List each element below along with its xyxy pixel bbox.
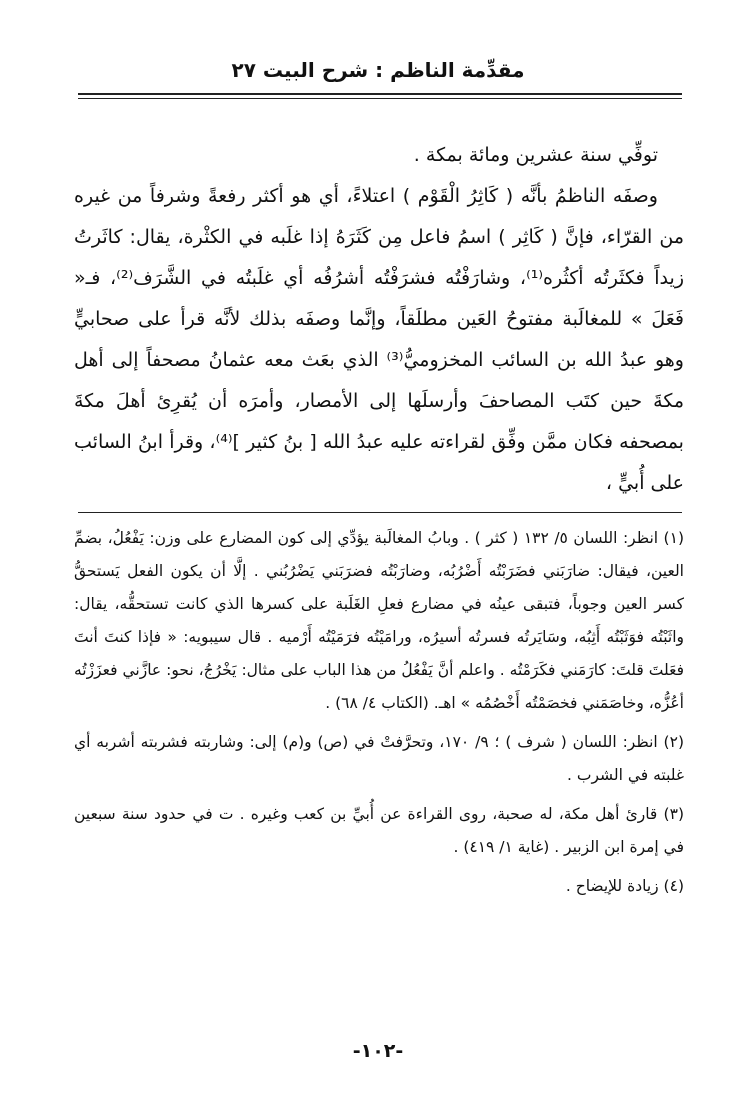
- header-rule-thin: [78, 98, 682, 99]
- footnotes: [74, 522, 684, 909]
- header-rule: [78, 93, 682, 95]
- paragraph: توفِّي سنة عشرين ومائة بمكة .: [413, 144, 658, 166]
- paragraph: وصفَه الناظمُ بأنَّه ( كَاثِرُ الْقَوْم ) اعتلاءً، أي هو أكثر رفعةً وشرفاً من غيره من القرّاء، فإنَّ ( كَاثِر ) اسمُ فاعل مِن كَثَرَهُ إذا غلَبه في الكثْرة، يقال: كاثَرتُ زيداً فكثَرتُه أكثُره⁽¹⁾، وشارَفْتُه فشرَفْتُه أشرُفُه أي غلَبتُه في الشَّرَف⁽²⁾، فـ« فَعَلَ » للمغالَبة مفتوحُ العَين مطلَقاً، وإنَّما وصفَه بذلك لأنَّه قرأ على صحابيٍّ وهو عبدُ الله بن السائب المخزوميُّ⁽³⁾ الذي بعَث معه عثمانُ مصحفاً إلى أهل مكةَ حين كتَب المصاحفَ وأرسلَها إلى الأمصار، وأمرَه أن يُقرِئ أهلَ مكةَ بمصحفه فكان ممَّن وفِّق لقراءته عليه عبدُ الله [ بنُ كثير ]⁽⁴⁾، وقرأ ابنُ السائب على أُبيٍّ ،: [74, 185, 684, 494]
- footnote-4: (٤) زيادة للإيضاح .: [565, 877, 684, 895]
- footnote-3: (٣) قارئ أهل مكة، له صحبة، روى القراءة عن أُبيِّ بن كعب وغيره . ت في حدود سنة سبعين في إمرة ابن الزبير . (غاية ١/ ٤١٩) .: [74, 805, 684, 856]
- footnote-separator: [78, 512, 682, 513]
- footnote-2: (٢) انظر: اللسان ( شرف ) ؛ ٩/ ١٧٠، وتحرَّفتْ في (ص) و(م) إلى: وشاربته فشربته أشربه أي غلبته في الشرب .: [74, 733, 684, 784]
- page-number: -١٠٢-: [352, 1040, 404, 1062]
- footnote-1: (١) انظر: اللسان ٥/ ١٣٢ ( كثر ) . وبابُ المغالَبة يؤدِّي إلى كون المضارع على وزن: يَفْعُلُ، بضمِّ العين، فيقال: ضارَبَني فضَرَبْتُه أَضْرُبُه، وضارَبْتُه فضرَبَني يَضْرُبُني . إلَّا أن يكون الفعل يَستحقُّ كسر العين وجوباً، فتبقى عينُه في مضارع فعلِ الغَلَبة على كسرها الذي كانت تستحقُّه، يقال: واثَبْتُه فوَثَبْتُه أَثِبُه، وسَايَرتُه فسرتُه أسيرُه، ورامَيْتُه فرَمَيْتُه أَرْميه . قال سيبويه: « فإذا كنتَ أنتَ فعَلتَ قلتَ: كارَمَني فكَرَمْتُه . واعلم أنَّ يَفْعُلُ من هذا الباب على مثال: يَخْرُجُ، نحو: عازَّني فعزَزْتُه أعُزُّه، وخاصَمَني فخصَمْتُه أَخْصُمُه » اهـ. (الكتاب ٤/ ٦٨) .: [74, 529, 684, 712]
- running-header: مقدِّمة الناظم : شرح البيت ٢٧: [231, 58, 525, 82]
- main-text: [74, 135, 684, 504]
